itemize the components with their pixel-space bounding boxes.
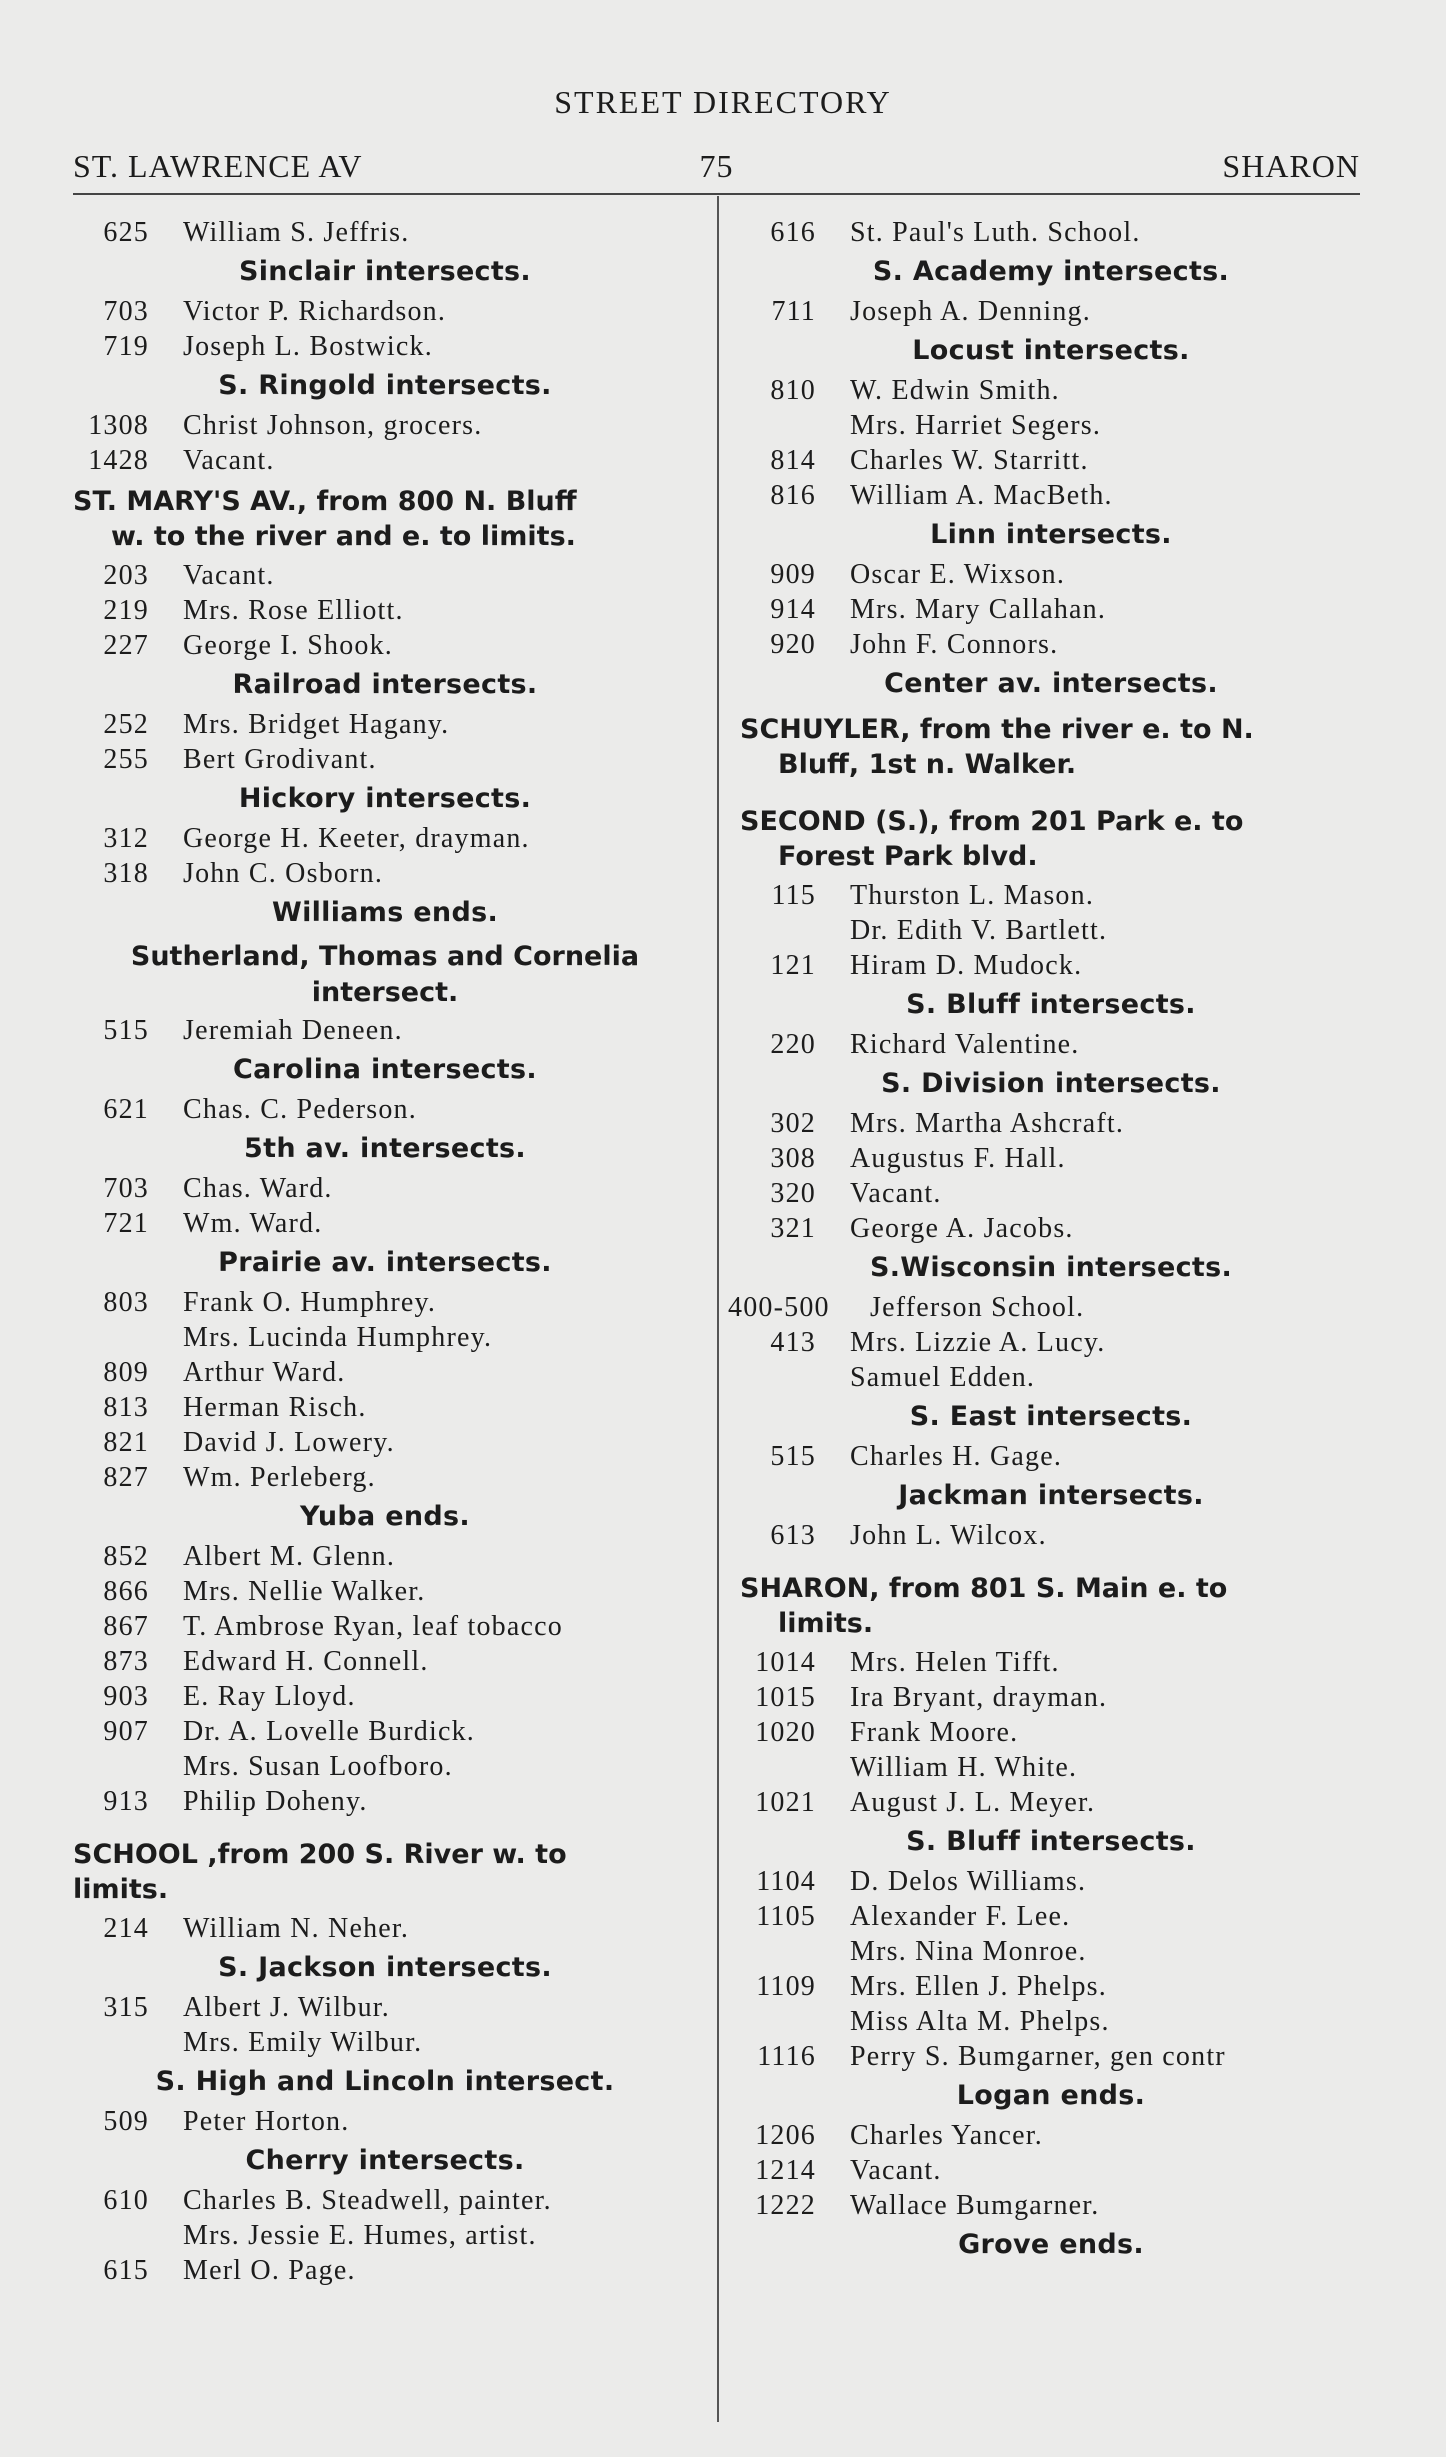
- directory-entry: [73, 1206, 697, 1241]
- resident-name: Philip Doheny.: [183, 1786, 368, 1817]
- directory-entry: [740, 1518, 1362, 1553]
- directory-entry: [740, 913, 1362, 948]
- resident-name: T. Ambrose Ryan, leaf tobacco: [183, 1611, 563, 1642]
- intersection-heading: S. Division intersects.: [881, 1068, 1221, 1099]
- house-number: 703: [103, 296, 149, 327]
- resident-name: Mrs. Bridget Hagany.: [183, 709, 450, 740]
- house-number: 1116: [757, 2041, 816, 2072]
- house-number: 121: [770, 950, 816, 981]
- running-head-left: ST. LAWRENCE AV: [73, 148, 363, 184]
- directory-entry: [73, 1539, 697, 1574]
- street-heading: [740, 1571, 1362, 1641]
- house-number: 1105: [756, 1901, 816, 1932]
- directory-entry: [740, 1141, 1362, 1176]
- directory-entry: [73, 628, 697, 663]
- resident-name: Mrs. Jessie E. Humes, artist.: [183, 2220, 537, 2251]
- spacer: [740, 786, 1362, 798]
- resident-name: Wm. Perleberg.: [183, 1462, 376, 1493]
- intersection-heading: Sinclair intersects.: [238, 256, 531, 287]
- resident-name: Mrs. Susan Loofboro.: [183, 1751, 453, 1782]
- intersection-heading: Carolina intersects.: [233, 1054, 537, 1085]
- resident-name: Vacant.: [183, 445, 275, 476]
- directory-entry: [73, 1679, 697, 1714]
- directory-entry: [740, 478, 1362, 513]
- resident-name: W. Edwin Smith.: [850, 375, 1060, 406]
- resident-name: William S. Jeffris.: [183, 217, 410, 248]
- page-title: STREET DIRECTORY: [554, 84, 892, 120]
- house-number: 803: [103, 1287, 149, 1318]
- resident-name: Dr. Edith V. Bartlett.: [850, 915, 1108, 946]
- intersection-heading: S. Academy intersects.: [872, 256, 1230, 287]
- intersection-heading: S. Ringold intersects.: [218, 370, 552, 401]
- house-number: 913: [103, 1786, 149, 1817]
- directory-entry: [73, 593, 697, 628]
- resident-name: Augustus F. Hall.: [850, 1143, 1066, 1174]
- resident-name: Frank Moore.: [850, 1717, 1019, 1748]
- directory-entry: [73, 1784, 697, 1819]
- resident-name: Mrs. Lizzie A. Lucy.: [850, 1327, 1106, 1358]
- resident-name: John F. Connors.: [850, 629, 1059, 660]
- directory-entry: [73, 1460, 697, 1495]
- resident-name: Mrs. Ellen J. Phelps.: [850, 1971, 1107, 2002]
- house-number: 320: [770, 1178, 816, 1209]
- directory-entry: [73, 1714, 697, 1749]
- house-number: 515: [770, 1441, 816, 1472]
- resident-name: Charles Yancer.: [850, 2120, 1043, 2151]
- house-number: 1020: [755, 1717, 816, 1748]
- house-number: 1222: [755, 2190, 816, 2221]
- resident-name: August J. L. Meyer.: [850, 1787, 1096, 1818]
- intersection-heading: S. Jackson intersects.: [218, 1952, 552, 1983]
- directory-entry: [73, 1285, 697, 1320]
- street-heading-line: SCHUYLER, from the river e. to N.: [740, 714, 1254, 745]
- house-number: 703: [103, 1173, 149, 1204]
- resident-name: Chas. C. Pederson.: [183, 1094, 417, 1125]
- resident-name: Vacant.: [183, 560, 275, 591]
- right-column: [728, 215, 1362, 2267]
- directory-entry: [740, 1750, 1362, 1785]
- spacer: [740, 1553, 1362, 1565]
- house-number: 321: [770, 1213, 816, 1244]
- intersection-heading: Grove ends.: [958, 2229, 1144, 2260]
- house-number: 907: [103, 1716, 149, 1747]
- resident-name: William N. Neher.: [183, 1913, 410, 1944]
- street-heading-line: limits.: [73, 1874, 169, 1905]
- directory-entry: [73, 2253, 697, 2288]
- street-heading: [740, 712, 1362, 782]
- house-number: 719: [103, 331, 149, 362]
- header-rule: [73, 193, 1360, 195]
- intersection-note-line: intersect.: [311, 977, 459, 1008]
- resident-name: Dr. A. Lovelle Burdick.: [183, 1716, 476, 1747]
- house-number: 914: [770, 594, 816, 625]
- spacer: [73, 1819, 697, 1831]
- street-heading-line: SECOND (S.), from 201 Park e. to: [740, 806, 1244, 837]
- intersection-heading: S. Bluff intersects.: [906, 1826, 1196, 1857]
- resident-name: Albert J. Wilbur.: [183, 1992, 390, 2023]
- resident-name: E. Ray Lloyd.: [183, 1681, 356, 1712]
- directory-entry: [73, 2218, 697, 2253]
- house-number: 1014: [755, 1647, 816, 1678]
- resident-name: Vacant.: [850, 1178, 942, 1209]
- directory-entry: [73, 294, 697, 329]
- house-number: 255: [103, 744, 149, 775]
- directory-entry: [740, 408, 1362, 443]
- street-heading: [740, 804, 1362, 874]
- directory-entry: [740, 1176, 1362, 1211]
- house-number: 813: [103, 1392, 149, 1423]
- house-number: 810: [770, 375, 816, 406]
- resident-name: Hiram D. Mudock.: [850, 950, 1083, 981]
- left-column: [73, 215, 697, 2288]
- resident-name: Chas. Ward.: [183, 1173, 333, 1204]
- street-heading-line: w. to the river and e. to limits.: [111, 521, 576, 552]
- resident-name: Miss Alta M. Phelps.: [850, 2006, 1110, 2037]
- street-heading: [73, 1837, 697, 1907]
- resident-name: Wallace Bumgarner.: [850, 2190, 1100, 2221]
- street-heading-line: SHARON, from 801 S. Main e. to: [740, 1573, 1228, 1604]
- house-number: 711: [771, 296, 816, 327]
- house-number: 413: [770, 1327, 816, 1358]
- directory-entry: [73, 1644, 697, 1679]
- intersection-heading: 5th av. intersects.: [244, 1133, 526, 1164]
- resident-name: Christ Johnson, grocers.: [183, 410, 483, 441]
- house-number: 821: [103, 1427, 149, 1458]
- house-number: 302: [770, 1108, 816, 1139]
- directory-entry: [73, 2025, 697, 2060]
- directory-entry: [740, 1027, 1362, 1062]
- house-number: 866: [103, 1576, 149, 1607]
- house-number: 616: [770, 217, 816, 248]
- directory-entry: [740, 1899, 1362, 1934]
- street-heading-line: Bluff, 1st n. Walker.: [778, 749, 1077, 780]
- resident-name: Mrs. Martha Ashcraft.: [850, 1108, 1125, 1139]
- directory-entry: [740, 878, 1362, 913]
- house-number: 903: [103, 1681, 149, 1712]
- directory-entry: [73, 1390, 697, 1425]
- house-number: 219: [103, 595, 149, 626]
- directory-entry: [73, 1320, 697, 1355]
- directory-entry: [740, 2153, 1362, 2188]
- directory-entry: [728, 1290, 1362, 1325]
- intersection-heading: Locust intersects.: [912, 335, 1190, 366]
- house-number: 1015: [755, 1682, 816, 1713]
- directory-entry: [73, 2104, 697, 2139]
- directory-entry: [73, 1574, 697, 1609]
- resident-name: Vacant.: [850, 2155, 942, 2186]
- directory-entry: [73, 2183, 697, 2218]
- directory-entry: [740, 2188, 1362, 2223]
- running-head: [73, 148, 1360, 188]
- directory-entry: [740, 1325, 1362, 1360]
- house-number: 1109: [756, 1971, 816, 2002]
- house-number: 400-500: [728, 1292, 830, 1323]
- directory-entry: [73, 1749, 697, 1784]
- house-number: 613: [770, 1520, 816, 1551]
- house-number: 318: [103, 858, 149, 889]
- intersection-heading: Cherry intersects.: [245, 2145, 525, 2176]
- house-number: 214: [103, 1913, 149, 1944]
- intersection-heading: S. East intersects.: [909, 1401, 1193, 1432]
- house-number: 867: [103, 1611, 149, 1642]
- house-number: 814: [770, 445, 816, 476]
- house-number: 909: [770, 559, 816, 590]
- directory-entry: [740, 373, 1362, 408]
- intersection-note-line: Sutherland, Thomas and Cornelia: [130, 941, 640, 972]
- resident-name: Mrs. Mary Callahan.: [850, 594, 1107, 625]
- resident-name: Edward H. Connell.: [183, 1646, 429, 1677]
- resident-name: John L. Wilcox.: [850, 1520, 1047, 1551]
- directory-entry: [73, 1990, 697, 2025]
- house-number: 610: [103, 2185, 149, 2216]
- directory-entry: [740, 1864, 1362, 1899]
- intersection-heading: Center av. intersects.: [884, 668, 1218, 699]
- resident-name: Mrs. Rose Elliott.: [183, 595, 404, 626]
- resident-name: William A. MacBeth.: [850, 480, 1113, 511]
- running-head-right: SHARON: [1222, 148, 1360, 184]
- directory-entry: [740, 1645, 1362, 1680]
- house-number: 203: [103, 560, 149, 591]
- intersection-heading: Yuba ends.: [300, 1501, 470, 1532]
- intersection-heading: Logan ends.: [956, 2080, 1146, 2111]
- intersection-note: [73, 939, 697, 1011]
- directory-entry: [740, 2004, 1362, 2039]
- house-number: 920: [770, 629, 816, 660]
- house-number: 816: [770, 480, 816, 511]
- house-number: 621: [103, 1094, 149, 1125]
- directory-entry: [73, 1609, 697, 1644]
- resident-name: Charles H. Gage.: [850, 1441, 1063, 1472]
- resident-name: Samuel Edden.: [850, 1362, 1036, 1393]
- resident-name: Albert M. Glenn.: [183, 1541, 396, 1572]
- directory-entry: [740, 1934, 1362, 1969]
- resident-name: George A. Jacobs.: [850, 1213, 1074, 1244]
- intersection-heading: S.Wisconsin intersects.: [869, 1252, 1233, 1283]
- directory-entry: [73, 329, 697, 364]
- directory-entry: [73, 1911, 697, 1946]
- directory-entry: [73, 856, 697, 891]
- house-number: 115: [771, 880, 816, 911]
- house-number: 852: [103, 1541, 149, 1572]
- resident-name: Joseph L. Bostwick.: [183, 331, 433, 362]
- intersection-heading: Williams ends.: [271, 897, 498, 928]
- resident-name: Mrs. Helen Tifft.: [850, 1647, 1060, 1678]
- resident-name: Richard Valentine.: [850, 1029, 1080, 1060]
- house-number: 1308: [88, 410, 149, 441]
- house-number: 1021: [755, 1787, 816, 1818]
- intersection-heading: S. High and Lincoln intersect.: [155, 2066, 615, 2097]
- directory-entry: [740, 1715, 1362, 1750]
- intersection-heading: Hickory intersects.: [238, 783, 532, 814]
- house-number: 1214: [755, 2155, 816, 2186]
- intersection-heading: Railroad intersects.: [232, 669, 538, 700]
- directory-entry: [73, 408, 697, 443]
- house-number: 308: [770, 1143, 816, 1174]
- house-number: 827: [103, 1462, 149, 1493]
- directory-entry: [740, 1969, 1362, 2004]
- resident-name: St. Paul's Luth. School.: [850, 217, 1141, 248]
- resident-name: Jefferson School.: [870, 1292, 1085, 1323]
- resident-name: Arthur Ward.: [183, 1357, 346, 1388]
- house-number: 873: [103, 1646, 149, 1677]
- directory-entry: [740, 2039, 1362, 2074]
- resident-name: Victor P. Richardson.: [183, 296, 447, 327]
- resident-name: John C. Osborn.: [183, 858, 384, 889]
- directory-entry: [73, 215, 697, 250]
- resident-name: D. Delos Williams.: [850, 1866, 1087, 1897]
- resident-name: Oscar E. Wixson.: [850, 559, 1066, 590]
- house-number: 809: [103, 1357, 149, 1388]
- resident-name: Charles W. Starritt.: [850, 445, 1089, 476]
- house-number: 1206: [755, 2120, 816, 2151]
- directory-entry: [740, 1439, 1362, 1474]
- directory-entry: [73, 1425, 697, 1460]
- resident-name: Jeremiah Deneen.: [183, 1015, 403, 1046]
- directory-entry: [740, 592, 1362, 627]
- resident-name: Mrs. Harriet Segers.: [850, 410, 1102, 441]
- house-number: 315: [103, 1992, 149, 2023]
- resident-name: Mrs. Emily Wilbur.: [183, 2027, 423, 2058]
- resident-name: Frank O. Humphrey.: [183, 1287, 437, 1318]
- directory-entry: [740, 294, 1362, 329]
- directory-entry: [740, 948, 1362, 983]
- resident-name: Mrs. Nina Monroe.: [850, 1936, 1087, 1967]
- resident-name: Mrs. Lucinda Humphrey.: [183, 1322, 493, 1353]
- resident-name: Joseph A. Denning.: [850, 296, 1091, 327]
- directory-entry: [740, 1211, 1362, 1246]
- directory-entry: [740, 443, 1362, 478]
- directory-entry: [73, 1355, 697, 1390]
- directory-entry: [73, 443, 697, 478]
- column-divider: [717, 196, 719, 2422]
- page-number: 75: [699, 148, 734, 184]
- directory-entry: [740, 1360, 1362, 1395]
- resident-name: Alexander F. Lee.: [850, 1901, 1071, 1932]
- resident-name: Bert Grodivant.: [183, 744, 377, 775]
- directory-entry: [73, 1013, 697, 1048]
- directory-entry: [73, 1092, 697, 1127]
- house-number: 509: [103, 2106, 149, 2137]
- resident-name: Ira Bryant, drayman.: [850, 1682, 1108, 1713]
- house-number: 615: [103, 2255, 149, 2286]
- resident-name: George H. Keeter, drayman.: [183, 823, 530, 854]
- directory-entry: [73, 558, 697, 593]
- directory-entry: [740, 2118, 1362, 2153]
- resident-name: Wm. Ward.: [183, 1208, 323, 1239]
- house-number: 227: [103, 630, 149, 661]
- resident-name: Merl O. Page.: [183, 2255, 356, 2286]
- resident-name: Herman Risch.: [183, 1392, 367, 1423]
- directory-entry: [740, 1106, 1362, 1141]
- street-heading-line: limits.: [778, 1608, 874, 1639]
- directory-entry: [740, 215, 1362, 250]
- resident-name: George I. Shook.: [183, 630, 393, 661]
- resident-name: William H. White.: [850, 1752, 1078, 1783]
- directory-entry: [740, 1785, 1362, 1820]
- house-number: 625: [103, 217, 149, 248]
- intersection-heading: S. Bluff intersects.: [906, 989, 1196, 1020]
- intersection-heading: Prairie av. intersects.: [218, 1247, 552, 1278]
- directory-entry: [73, 707, 697, 742]
- house-number: 252: [103, 709, 149, 740]
- house-number: 1104: [756, 1866, 816, 1897]
- intersection-heading: Jackman intersects.: [898, 1480, 1204, 1511]
- house-number: 312: [103, 823, 149, 854]
- resident-name: Charles B. Steadwell, painter.: [183, 2185, 552, 2216]
- directory-entry: [740, 557, 1362, 592]
- resident-name: Thurston L. Mason.: [850, 880, 1095, 911]
- street-heading-line: Forest Park blvd.: [778, 841, 1038, 872]
- house-number: 515: [103, 1015, 149, 1046]
- directory-entry: [740, 1680, 1362, 1715]
- house-number: 721: [103, 1208, 149, 1239]
- intersection-heading: Linn intersects.: [930, 519, 1172, 550]
- resident-name: Perry S. Bumgarner, gen contr: [850, 2041, 1226, 2072]
- directory-entry: [73, 1171, 697, 1206]
- directory-entry: [73, 742, 697, 777]
- directory-entry: [740, 627, 1362, 662]
- street-heading-line: ST. MARY'S AV., from 800 N. Bluff: [73, 486, 577, 517]
- street-heading: [73, 484, 697, 554]
- street-heading-line: SCHOOL ,from 200 S. River w. to: [73, 1839, 567, 1870]
- resident-name: David J. Lowery.: [183, 1427, 395, 1458]
- house-number: 1428: [88, 445, 149, 476]
- resident-name: Mrs. Nellie Walker.: [183, 1576, 426, 1607]
- house-number: 220: [770, 1029, 816, 1060]
- directory-entry: [73, 821, 697, 856]
- resident-name: Peter Horton.: [183, 2106, 350, 2137]
